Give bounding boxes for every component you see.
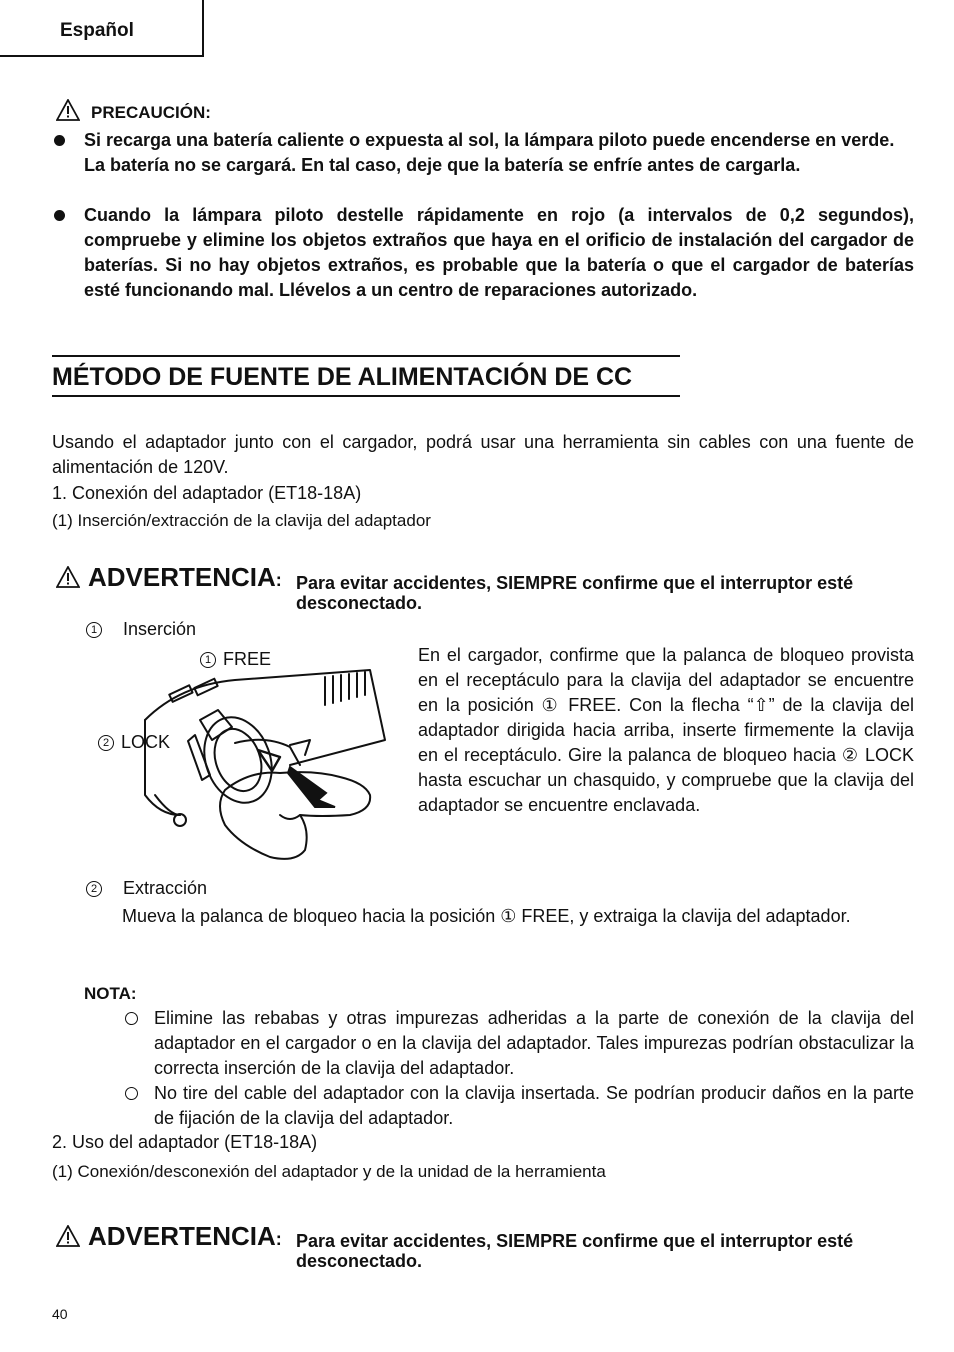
free-label: FREE [223, 649, 272, 669]
warning-word: ADVERTENCIA [88, 562, 276, 592]
extraction-heading [84, 876, 207, 901]
note-item-1: Elimine las rebabas y otras impurezas adheridas a la parte de conexión de la clavija del adaptador en el cargador o en la clavija del adaptador. Tales impurezas podrían obstaculizar la correcta inserción de la clavija del adaptador. [154, 1008, 914, 1078]
extraction-paragraph: Mueva la palanca de bloqueo hacia la posición ① FREE, y extraiga la clavija del adaptador. [122, 906, 851, 926]
warning-2-text [296, 1231, 914, 1271]
bullet-dot-icon [54, 135, 65, 146]
extraction-label: Extracción [123, 878, 208, 898]
warning-triangle-icon [56, 566, 80, 588]
warning-triangle-icon [56, 99, 80, 121]
warning-2-label [88, 1221, 282, 1252]
warning-line1: Para evitar accidentes, SIEMPRE confirme que el interruptor esté [296, 573, 854, 593]
caution-title: PRECAUCIÓN: [91, 103, 211, 122]
warning-word: ADVERTENCIA [88, 1221, 276, 1251]
caution-item-1 [84, 128, 914, 178]
language-tab [0, 0, 204, 57]
step-2-heading: 2. Uso del adaptador (ET18-18A) [52, 1132, 318, 1152]
warning-colon: : [275, 570, 282, 590]
adapter-plug-illustration [140, 665, 390, 865]
insertion-heading [84, 617, 196, 642]
caution-item-1-line1: Si recarga una batería caliente o expuesta al sol, la lámpara piloto puede encenderse en verde. [84, 130, 895, 150]
warning-line2: desconectado. [296, 1251, 423, 1271]
note-title: NOTA: [84, 984, 137, 1003]
warning-colon: : [275, 1229, 282, 1249]
insertion-paragraph: En el cargador, confirme que la palanca de bloqueo provista en el receptáculo para la clavija del adaptador se encuentre en la posición ① FREE. Con la flecha “⇧” de la clavija del adaptador dirigida hacia arriba, inserte firmemente la clavija en el receptáculo. Gire la palanca de bloqueo hacia ② LOCK hasta escuchar un chasquido, y compruebe que la clavija del adaptador se encuentre enclavada. [418, 645, 914, 815]
note-item-2: No tire del cable del adaptador con la clavija insertada. Se podrían producir daños en la parte de fijación de la clavija del adaptador. [154, 1083, 914, 1128]
warning-1-text [296, 573, 914, 613]
circled-number: 2 [86, 881, 102, 897]
section-title: MÉTODO DE FUENTE DE ALIMENTACIÓN DE CC [52, 355, 680, 397]
step-1-subheading: (1) Inserción/extracción de la clavija del adaptador [52, 511, 431, 530]
circled-number: 1 [86, 622, 102, 638]
circled-number: 1 [200, 652, 216, 668]
warning-1-label [88, 562, 282, 593]
warning-line2: desconectado. [296, 593, 423, 613]
bullet-dot-icon [54, 210, 65, 221]
lock-label: LOCK [121, 732, 171, 752]
step-2-subheading: (1) Conexión/desconexión del adaptador y de la unidad de la herramienta [52, 1162, 606, 1181]
intro-paragraph: Usando el adaptador junto con el cargador, podrá usar una herramienta sin cables con una fuente de alimentación de 120V. [52, 432, 914, 477]
insertion-label: Inserción [123, 619, 197, 639]
circled-number: 2 [98, 735, 114, 751]
step-1-heading: 1. Conexión del adaptador (ET18-18A) [52, 483, 362, 503]
language-label: Español [60, 20, 134, 41]
warning-triangle-icon [56, 1225, 80, 1247]
caution-item-2: Cuando la lámpara piloto destelle rápidamente en rojo (a intervalos de 0,2 segundos), compruebe y elimine los objetos extraños que haya en el orificio de instalación del cargador de baterías. Si no hay objetos extraños, es probable que la batería o que el cargador de baterías esté funcionando mal. Llévelos a un centro de reparaciones autorizado. [84, 205, 914, 300]
warning-line1: Para evitar accidentes, SIEMPRE confirme que el interruptor esté [296, 1231, 854, 1251]
hollow-bullet-icon [125, 1087, 138, 1100]
caution-item-1-line2: La batería no se cargará. En tal caso, deje que la batería se enfríe antes de cargarla. [84, 155, 801, 175]
page-number: 40 [52, 1306, 68, 1322]
hollow-bullet-icon [125, 1012, 138, 1025]
